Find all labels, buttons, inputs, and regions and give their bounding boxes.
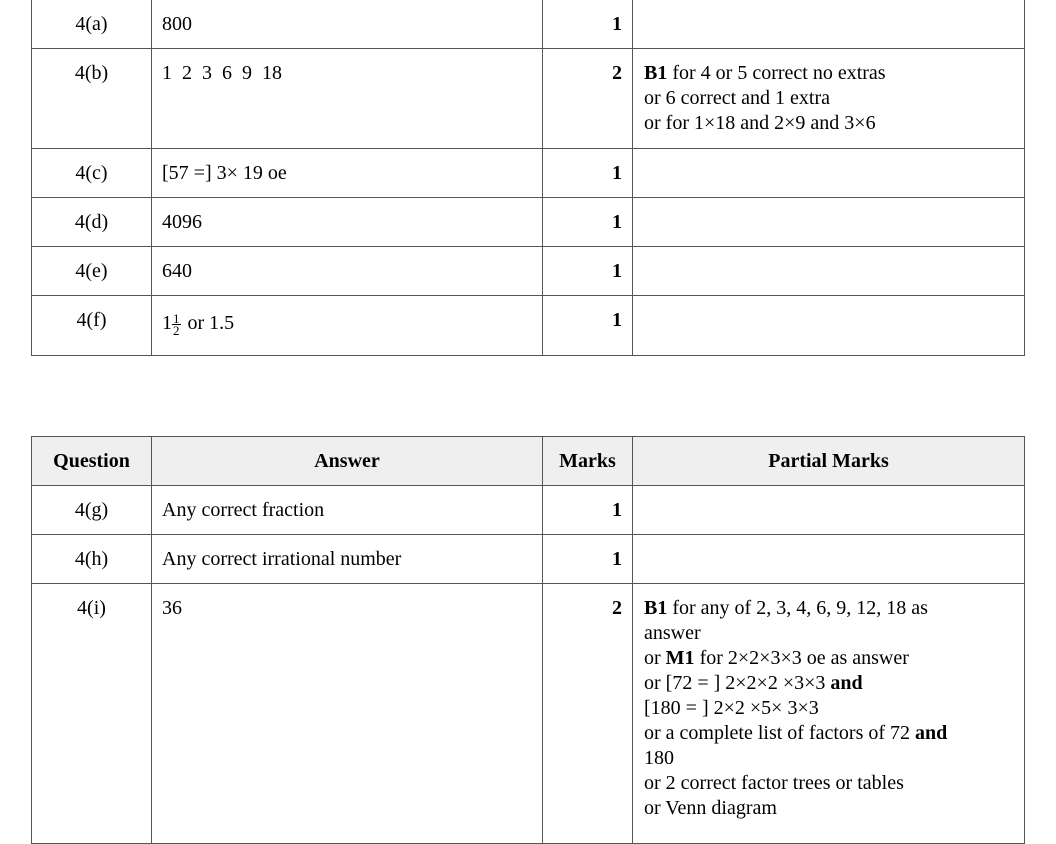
partial-text: or a complete list of factors of 72 — [644, 722, 916, 744]
partial-marks-cell — [633, 486, 1025, 535]
partial-marks-cell — [633, 49, 1025, 149]
marks-cell: 2 — [543, 49, 633, 149]
partial-marks-cell — [633, 584, 1025, 844]
fraction-numerator: 1 — [173, 311, 180, 326]
and-keyword: and — [830, 672, 863, 694]
b1-label: B1 — [644, 597, 668, 619]
partial-text: or for 1×18 and 2×9 and 3×6 — [644, 112, 876, 134]
table-row — [32, 486, 1025, 535]
answer-cell — [152, 296, 543, 356]
marks-cell: 1 — [543, 0, 633, 49]
question-cell: 4(g) — [32, 486, 152, 535]
mark-scheme-table-1 — [31, 0, 1025, 356]
marks-cell: 1 — [543, 535, 633, 584]
question-cell: 4(d) — [32, 198, 152, 247]
partial-text: 180 — [644, 747, 674, 769]
answer-cell: 4096 — [152, 198, 543, 247]
answer-text: or 1.5 — [182, 312, 235, 334]
answer-cell: 640 — [152, 247, 543, 296]
answer-cell: 1 2 3 6 9 18 — [152, 49, 543, 149]
b1-label: B1 — [644, 62, 668, 84]
table-row — [32, 535, 1025, 584]
answer-cell: 800 — [152, 0, 543, 49]
partial-marks-cell — [633, 296, 1025, 356]
marks-cell: 1 — [543, 149, 633, 198]
partial-marks-cell — [633, 247, 1025, 296]
mixed-number-whole: 1 — [162, 312, 172, 334]
marks-cell: 2 — [543, 584, 633, 844]
table-header-row — [32, 437, 1025, 486]
partial-text: [180 = ] 2×2 ×5× 3×3 — [644, 697, 819, 719]
marks-cell: 1 — [543, 247, 633, 296]
partial-text: or — [644, 647, 666, 669]
partial-marks-cell — [633, 149, 1025, 198]
question-cell: 4(h) — [32, 535, 152, 584]
question-cell: 4(e) — [32, 247, 152, 296]
marks-cell: 1 — [543, 198, 633, 247]
partial-marks-cell — [633, 198, 1025, 247]
partial-text: for any of 2, 3, 4, 6, 9, 12, 18 as — [667, 597, 928, 619]
fraction — [172, 313, 181, 336]
question-cell: 4(b) — [32, 49, 152, 149]
column-header-answer: Answer — [152, 437, 543, 486]
answer-cell: Any correct irrational number — [152, 535, 543, 584]
question-cell: 4(a) — [32, 0, 152, 49]
table-row — [32, 584, 1025, 844]
partial-text: answer — [644, 622, 701, 644]
m1-label: M1 — [665, 647, 695, 669]
partial-text: or 6 correct and 1 extra — [644, 87, 831, 109]
table-row — [32, 296, 1025, 356]
partial-marks-cell — [633, 535, 1025, 584]
question-cell: 4(i) — [32, 584, 152, 844]
table-row — [32, 149, 1025, 198]
column-header-partial-marks: Partial Marks — [633, 437, 1025, 486]
fraction-denominator: 2 — [173, 323, 180, 338]
column-header-marks: Marks — [543, 437, 633, 486]
answer-cell: [57 =] 3× 19 oe — [152, 149, 543, 198]
question-cell: 4(f) — [32, 296, 152, 356]
partial-text: or Venn diagram — [644, 797, 777, 819]
marks-cell: 1 — [543, 296, 633, 356]
column-header-question: Question — [32, 437, 152, 486]
partial-text: or [72 = ] 2×2×2 ×3×3 — [644, 672, 831, 694]
marks-cell: 1 — [543, 486, 633, 535]
mark-scheme-table-2 — [31, 436, 1025, 844]
question-cell: 4(c) — [32, 149, 152, 198]
partial-text: for 2×2×3×3 oe as answer — [694, 647, 909, 669]
table-row — [32, 247, 1025, 296]
partial-text: for 4 or 5 correct no extras — [667, 62, 886, 84]
partial-text: or 2 correct factor trees or tables — [644, 772, 904, 794]
table-row — [32, 198, 1025, 247]
answer-cell: Any correct fraction — [152, 486, 543, 535]
table-row — [32, 49, 1025, 149]
partial-marks-cell — [633, 0, 1025, 49]
answer-cell: 36 — [152, 584, 543, 844]
table-row — [32, 0, 1025, 49]
and-keyword: and — [915, 722, 948, 744]
